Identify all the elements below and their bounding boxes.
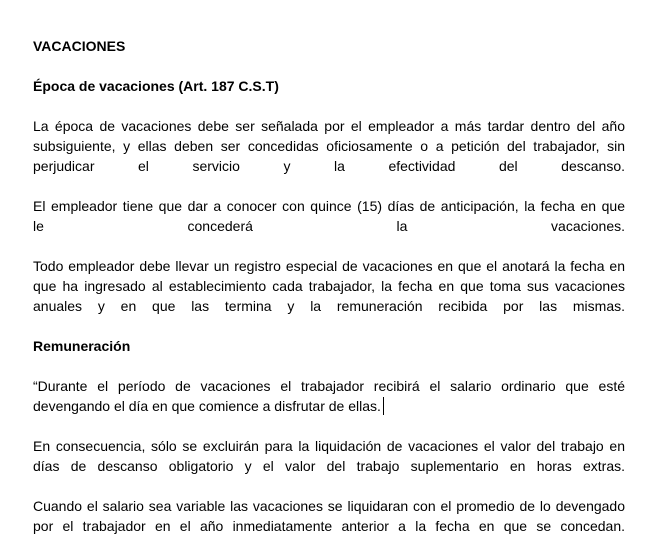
text-line: “Durante el período de vacaciones el trabajador recibirá el salario ordinario que esté bbox=[33, 378, 625, 394]
heading-epoca-de-vacaciones: Época de vacaciones (Art. 187 C.S.T) bbox=[33, 78, 279, 94]
paragraph-remuneracion-1 bbox=[33, 376, 625, 416]
heading-vacaciones: VACACIONES bbox=[33, 38, 126, 54]
text-line: En consecuencia, sólo se excluirán para la liquidación de vacaciones el valor del trabajo en bbox=[33, 438, 625, 454]
text-line: subsiguiente, y ellas deben ser concedidas oficiosamente o a petición del trabajador, sin bbox=[33, 138, 625, 154]
text-line: que ha ingresado al establecimiento cada trabajador, la fecha en que toma sus vacaciones bbox=[33, 278, 625, 294]
paragraph-remuneracion-3 bbox=[33, 496, 625, 536]
paragraph-remuneracion-2 bbox=[33, 436, 625, 476]
text-line-with-cursor bbox=[33, 396, 625, 416]
paragraph-epoca-1 bbox=[33, 116, 625, 176]
text-line: devengando el día en que comience a disfrutar de ellas. bbox=[33, 398, 381, 414]
text-line: La época de vacaciones debe ser señalada por el empleador a más tardar dentro del año bbox=[33, 118, 625, 134]
heading-remuneracion: Remuneración bbox=[33, 338, 131, 354]
text-cursor bbox=[383, 397, 385, 415]
paragraph-epoca-3 bbox=[33, 256, 625, 316]
text-line: anuales y en que las termina y la remuneración recibida por las mismas. bbox=[33, 298, 625, 314]
text-line: El empleador tiene que dar a conocer con quince (15) días de anticipación, la fecha en que bbox=[33, 198, 625, 214]
text-line: por el trabajador en el año inmediatamente anterior a la fecha en que se concedan. bbox=[33, 518, 625, 534]
paragraph-epoca-2 bbox=[33, 196, 625, 236]
text-line: Todo empleador debe llevar un registro especial de vacaciones en que el anotará la fecha en bbox=[33, 258, 625, 274]
text-line: le concederá la vacaciones. bbox=[33, 218, 625, 234]
text-line: Cuando el salario sea variable las vacaciones se liquidaran con el promedio de lo devengado bbox=[33, 498, 625, 514]
text-line: días de descanso obligatorio y el valor del trabajo suplementario en horas extras. bbox=[33, 458, 625, 474]
text-line: perjudicar el servicio y la efectividad del descanso. bbox=[33, 158, 625, 174]
